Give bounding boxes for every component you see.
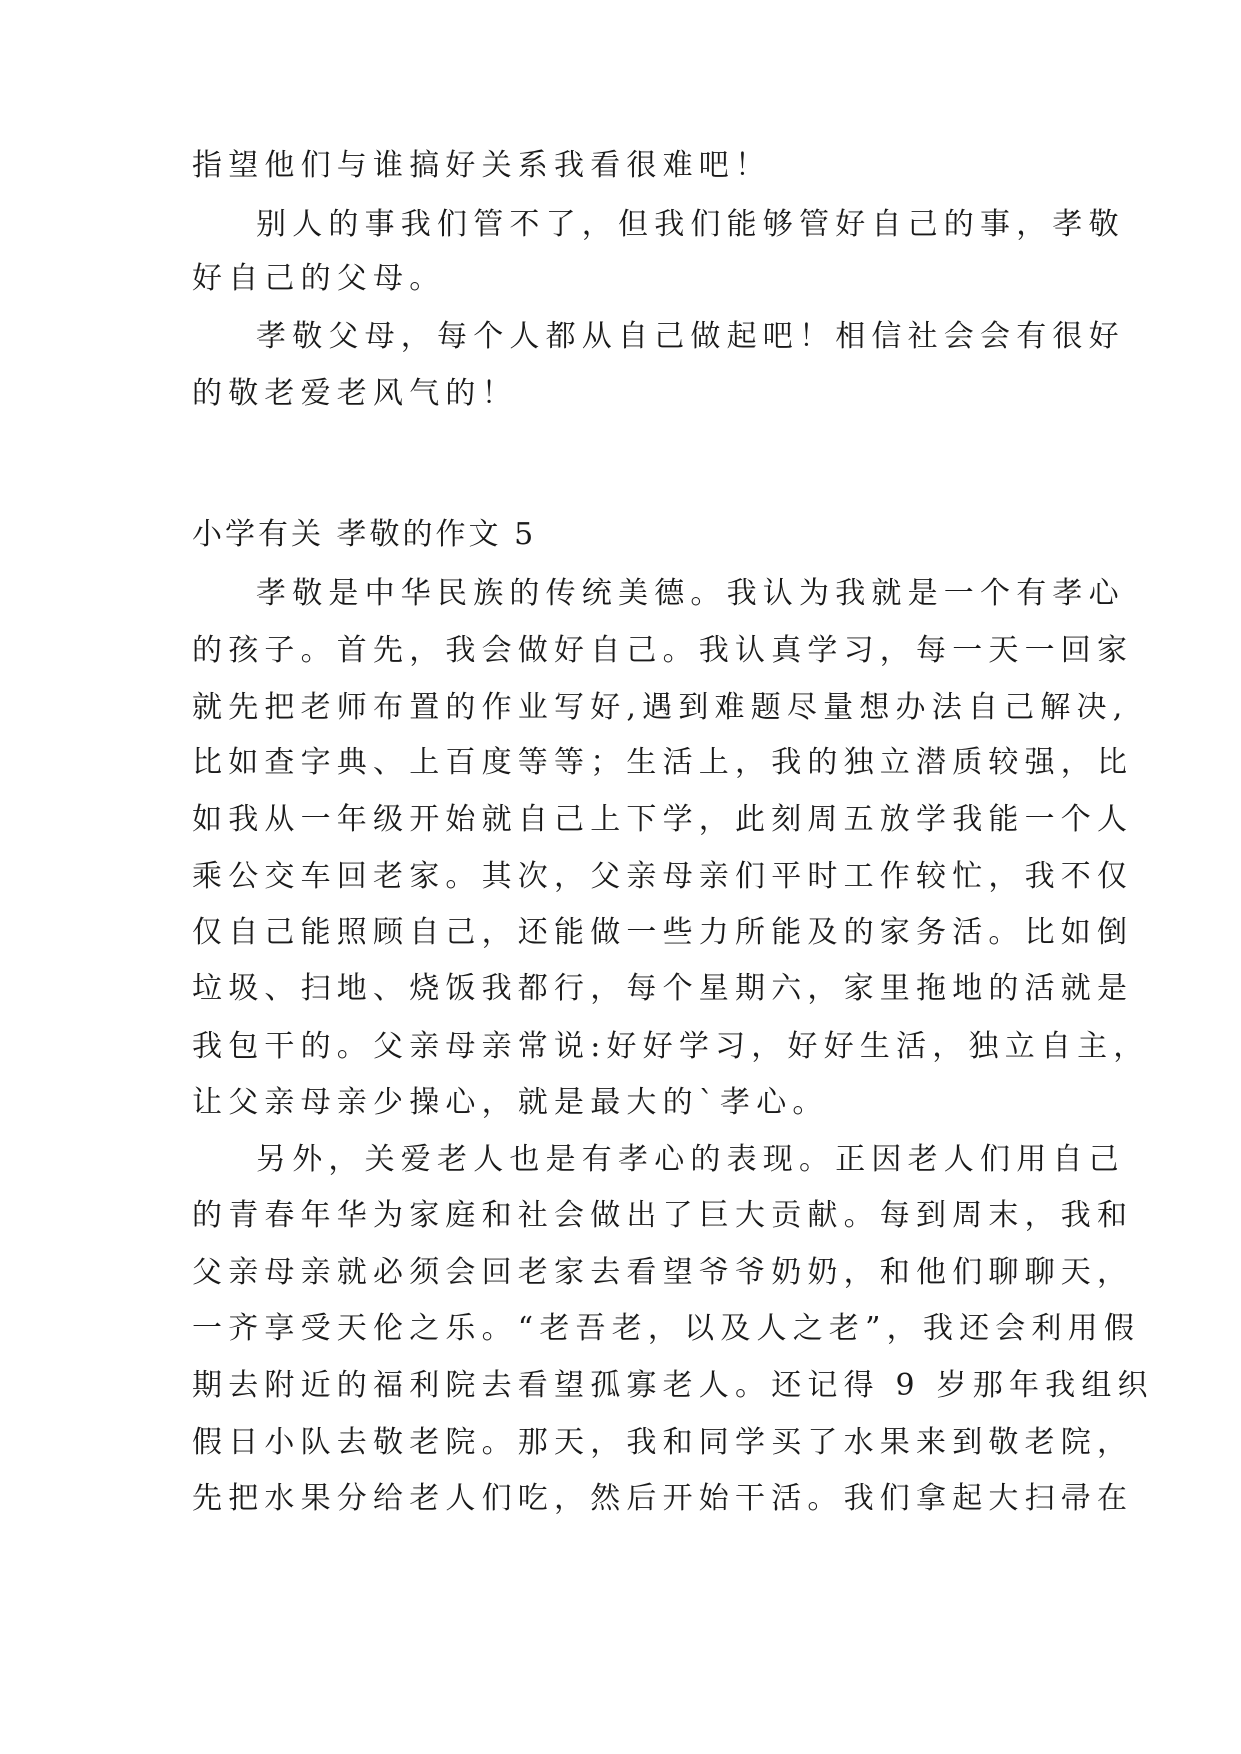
paragraph-line: 我包干的。父亲母亲常说:好好学习，好好生活，独立自主， [192, 1029, 1150, 1064]
paragraph-line: 期去附近的福利院去看望孤寡老人。还记得 9 岁那年我组织 [192, 1368, 1154, 1403]
paragraph-line: 父亲母亲就必须会回老家去看望爷爷奶奶，和他们聊聊天， [192, 1255, 1134, 1290]
paragraph-line: 好自己的父母。 [192, 261, 446, 296]
paragraph-line: 孝敬父母，每个人都从自己做起吧！相信社会会有很好 [256, 319, 1125, 354]
paragraph-line: 的孩子。首先，我会做好自己。我认真学习，每一天一回家 [192, 633, 1134, 668]
paragraph-line: 一齐享受天伦之乐。“老吾老，以及人之老”，我还会利用假 [192, 1311, 1141, 1346]
paragraph-line: 就先把老师布置的作业写好,遇到难题尽量想办法自己解决, [192, 690, 1129, 725]
paragraph-line: 让父亲母亲少操心，就是最大的`孝心。 [192, 1085, 829, 1120]
paragraph-line: 先把水果分给老人们吃，然后开始干活。我们拿起大扫帚在 [192, 1481, 1134, 1516]
paragraph-line: 另外，关爱老人也是有孝心的表现。正因老人们用自己 [256, 1142, 1125, 1177]
paragraph-line: 垃圾、扫地、烧饭我都行，每个星期六，家里拖地的活就是 [192, 971, 1134, 1006]
section-heading: 小学有关 孝敬的作文 5 [192, 517, 537, 552]
paragraph-line: 的敬老爱老风气的！ [192, 376, 518, 411]
paragraph-line: 孝敬是中华民族的传统美德。我认为我就是一个有孝心 [256, 576, 1125, 611]
paragraph-line: 的青春年华为家庭和社会做出了巨大贡献。每到周末，我和 [192, 1198, 1134, 1233]
paragraph-line: 乘公交车回老家。其次，父亲母亲们平时工作较忙，我不仅 [192, 859, 1134, 894]
paragraph-line: 仅自己能照顾自己，还能做一些力所能及的家务活。比如倒 [192, 915, 1134, 950]
paragraph-line: 别人的事我们管不了，但我们能够管好自己的事，孝敬 [256, 207, 1125, 242]
paragraph-line: 比如查字典、上百度等等；生活上，我的独立潜质较强，比 [192, 745, 1134, 780]
paragraph-line: 假日小队去敬老院。那天，我和同学买了水果来到敬老院， [192, 1425, 1134, 1460]
paragraph-line: 指望他们与谁搞好关系我看很难吧！ [192, 148, 772, 183]
paragraph-line: 如我从一年级开始就自己上下学，此刻周五放学我能一个人 [192, 802, 1134, 837]
